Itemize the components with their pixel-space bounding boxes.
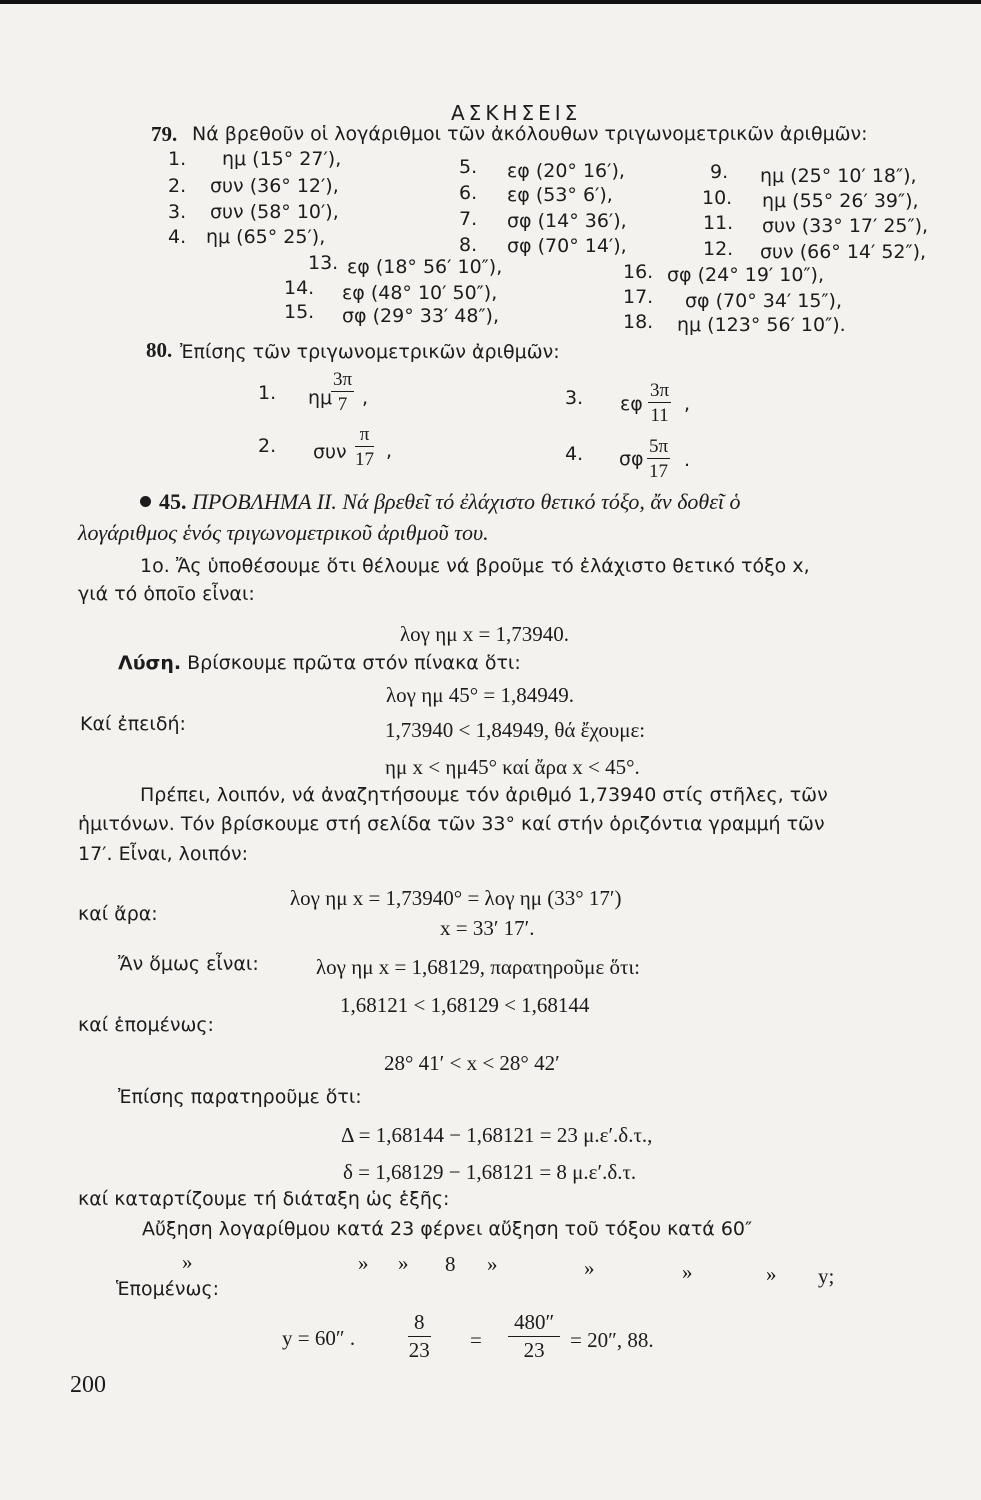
ex79-item: εφ (18° 56′ 10″), — [347, 256, 503, 278]
equation: λογ ημ x = 1,73940° = λογ ημ (33° 17′) — [290, 886, 622, 910]
ex79-item-number: 7. — [459, 208, 478, 230]
fraction-denominator: 17 — [355, 449, 374, 470]
ex79-item-number: 15. — [284, 301, 315, 323]
body-text: καί ἑπομένως: — [78, 1014, 214, 1036]
ex79-item: συν (66° 14′ 52″), — [760, 241, 927, 263]
ex79-item-number: 10. — [702, 187, 733, 209]
ex80-item-number: 1. — [258, 382, 277, 404]
ditto-mark: » — [584, 1256, 595, 1280]
ex80-item-function: συν — [313, 441, 347, 463]
ex79-item-number: 11. — [703, 212, 734, 234]
body-text: καί καταρτίζουμε τή διάταξη ὡς ἑξῆς: — [78, 1188, 450, 1210]
ex79-item: εφ (20° 16′), — [507, 160, 625, 182]
equation: 28° 41′ < x < 28° 42′ — [384, 1051, 560, 1075]
fraction-numerator: 480″ — [508, 1312, 560, 1337]
page-number: 200 — [70, 1372, 106, 1398]
ex79-item-number: 4. — [168, 226, 187, 248]
ex79-item: εφ (48° 10′ 50″), — [342, 282, 498, 304]
ex79-item: σφ (24° 19′ 10″), — [667, 264, 825, 286]
final-fraction-2 — [508, 1312, 560, 1361]
ditto-mark: » — [398, 1251, 409, 1275]
unknown-y: y; — [818, 1264, 835, 1288]
body-text: Ἑπομένως: — [116, 1278, 220, 1300]
fraction-numerator: 8 — [408, 1312, 431, 1337]
ex80-item-punct: , — [362, 387, 369, 409]
equation: λογ ημ 45° = 1,84949. — [386, 683, 574, 707]
body-text: γιά τό ὁποῖο εἶναι: — [78, 583, 255, 605]
ditto-mark: » — [182, 1250, 193, 1274]
ex79-item: ημ (55° 26′ 39″), — [762, 190, 919, 212]
body-text: Ἄς ὑποθέσουμε ὅτι θέλουμε νά βροῦμε τό ἐλάχιστο θετικό τόξο x, — [175, 555, 810, 577]
equation: x = 33′ 17′. — [440, 916, 535, 940]
problem-text-line-1: Νά βρεθεῖ τό ἐλάχιστο θετικό τόξο, ἄν δοθεῖ ὁ — [342, 489, 741, 514]
ex79-item-number: 8. — [459, 234, 478, 256]
ex79-item: σφ (70° 34′ 15″), — [685, 290, 843, 312]
ex80-item-punct: , — [386, 440, 393, 462]
fraction-numerator: 3π — [650, 380, 670, 401]
ex79-item-number: 9. — [710, 161, 729, 183]
equation: λογ ημ x = 1,68129, παρατηροῦμε ὅτι: — [316, 955, 640, 979]
equals-sign: = — [470, 1328, 482, 1352]
fraction-denominator: 11 — [650, 405, 669, 426]
ex79-item: ημ (65° 25′), — [206, 226, 326, 248]
fraction-denominator: 23 — [408, 1338, 430, 1362]
fraction-denominator: 7 — [337, 394, 348, 415]
final-result: = 20″, 88. — [570, 1328, 654, 1352]
exercise-80-number: 80. — [146, 338, 173, 362]
ex79-item-number: 18. — [623, 311, 654, 333]
ex79-item: σφ (29° 33′ 48″), — [342, 305, 500, 327]
ex79-item-number: 3. — [168, 201, 187, 223]
ex80-item-number: 3. — [565, 387, 584, 409]
body-text: Ἄν ὅμως εἶναι: — [118, 953, 259, 975]
ex79-item: συν (58° 10′), — [210, 201, 339, 223]
solution-label: Λύση. — [118, 652, 182, 674]
body-text: καί ἄρα: — [78, 903, 158, 925]
ex80-item-function: σφ — [619, 448, 644, 470]
body-text: ἡμιτόνων. Τόν βρίσκουμε στή σελίδα τῶν 33° καί στήν ὁριζόντια γραμμή τῶν — [78, 813, 825, 835]
ex79-item-number: 6. — [459, 182, 478, 204]
body-line-1 — [140, 557, 810, 576]
ex80-item-function: εφ — [620, 393, 643, 415]
ex79-item-number: 12. — [703, 238, 734, 260]
body-text: Ἐπίσης παρατηροῦμε ὅτι: — [118, 1086, 362, 1108]
ex79-item-number: 16. — [623, 261, 654, 283]
fraction-numerator: 5π — [649, 436, 669, 457]
equation: δ = 1,68129 − 1,68121 = 8 μ.ε′.δ.τ. — [343, 1160, 637, 1184]
final-fraction-1 — [408, 1312, 431, 1361]
ex79-item: συν (36° 12′), — [210, 175, 339, 197]
fraction-numerator: 3π — [333, 369, 353, 390]
ex79-item-number: 2. — [168, 175, 187, 197]
equation: 1,73940 < 1,84949, θά ἔχουμε: — [385, 718, 646, 742]
body-text: Πρέπει, λοιπόν, νά ἀναζητήσουμε τόν ἀριθμό 1,73940 στίς στῆλες, τῶν — [140, 784, 828, 806]
exercise-80-intro: Ἐπίσης τῶν τριγωνομετρικῶν ἀριθμῶν: — [180, 341, 560, 363]
ex79-item: ημ (15° 27′), — [222, 148, 342, 170]
fraction-denominator: 23 — [523, 1338, 545, 1362]
ditto-mark: » — [682, 1260, 693, 1284]
ex80-item-fraction — [647, 437, 670, 481]
ditto-mark: » — [487, 1252, 498, 1276]
equation: λογ ημ x = 1,73940. — [400, 622, 570, 646]
problem-heading — [140, 491, 741, 513]
body-text: Βρίσκουμε πρῶτα στόν πίνακα ὅτι: — [187, 652, 521, 674]
fraction-denominator: 17 — [649, 461, 669, 482]
ex80-item-number: 2. — [258, 435, 277, 457]
final-lhs: y = 60″ . — [282, 1326, 356, 1350]
ex79-item: ημ (25° 10′ 18″), — [760, 165, 917, 187]
ex79-item-number: 14. — [284, 277, 315, 299]
ex79-item: συν (33° 17′ 25″), — [762, 215, 929, 237]
ex80-item-fraction — [331, 370, 354, 414]
body-text: Καί ἐπειδή: — [80, 713, 186, 735]
ex79-item-number: 17. — [623, 286, 654, 308]
ex79-item-number: 5. — [459, 156, 478, 178]
equation: ημ x < ημ45° καί ἄρα x < 45°. — [385, 755, 640, 779]
problem-title: ΠΡΟΒΛΗΜΑ ΙΙ. — [192, 489, 337, 514]
equation: 1,68121 < 1,68129 < 1,68144 — [340, 993, 590, 1017]
section-heading: ΑΣΚΗΣΕΙΣ — [451, 101, 582, 125]
exercise-79-number: 79. — [151, 122, 178, 146]
ex80-item-fraction — [355, 425, 374, 469]
problem-number: 45. — [159, 489, 187, 514]
ex79-item: σφ (70° 14′), — [507, 235, 627, 257]
problem-text-line-2: λογάριθμος ἑνός τριγωνομετρικοῦ ἀριθμοῦ του. — [78, 520, 489, 545]
ex79-item-number: 13. — [308, 252, 339, 274]
body-text: 17′. Εἶναι, λοιπόν: — [78, 843, 249, 865]
top-edge-line — [0, 0, 981, 4]
ex80-item-punct: . — [684, 449, 691, 471]
exercise-79-intro: Νά βρεθοῦν οἱ λογάριθμοι τῶν ἀκόλουθων τριγωνομετρικῶν ἀριθμῶν: — [192, 123, 868, 145]
equation: Δ = 1,68144 − 1,68121 = 23 μ.ε′.δ.τ., — [341, 1123, 653, 1147]
ditto-mark: » — [766, 1262, 777, 1286]
body-text: Αὔξηση λογαρίθμου κατά 23 φέρνει αὔξηση τοῦ τόξου κατά 60″ — [142, 1218, 753, 1240]
solution-line — [118, 654, 521, 673]
ex79-item-number: 1. — [168, 148, 187, 170]
step-label: 1ο. — [140, 555, 170, 577]
increment-value: 8 — [445, 1252, 456, 1276]
ex79-item: σφ (14° 36′), — [507, 210, 627, 232]
bullet-icon — [140, 496, 151, 507]
ex80-item-function: ημ — [308, 387, 333, 409]
ex80-item-fraction — [648, 381, 671, 425]
fraction-numerator: π — [355, 425, 374, 447]
ex80-item-punct: , — [684, 393, 691, 415]
ditto-mark: » — [358, 1251, 369, 1275]
ex79-item: εφ (53° 6′), — [507, 184, 613, 206]
ex80-item-number: 4. — [565, 443, 584, 465]
ex79-item: ημ (123° 56′ 10″). — [677, 314, 846, 336]
